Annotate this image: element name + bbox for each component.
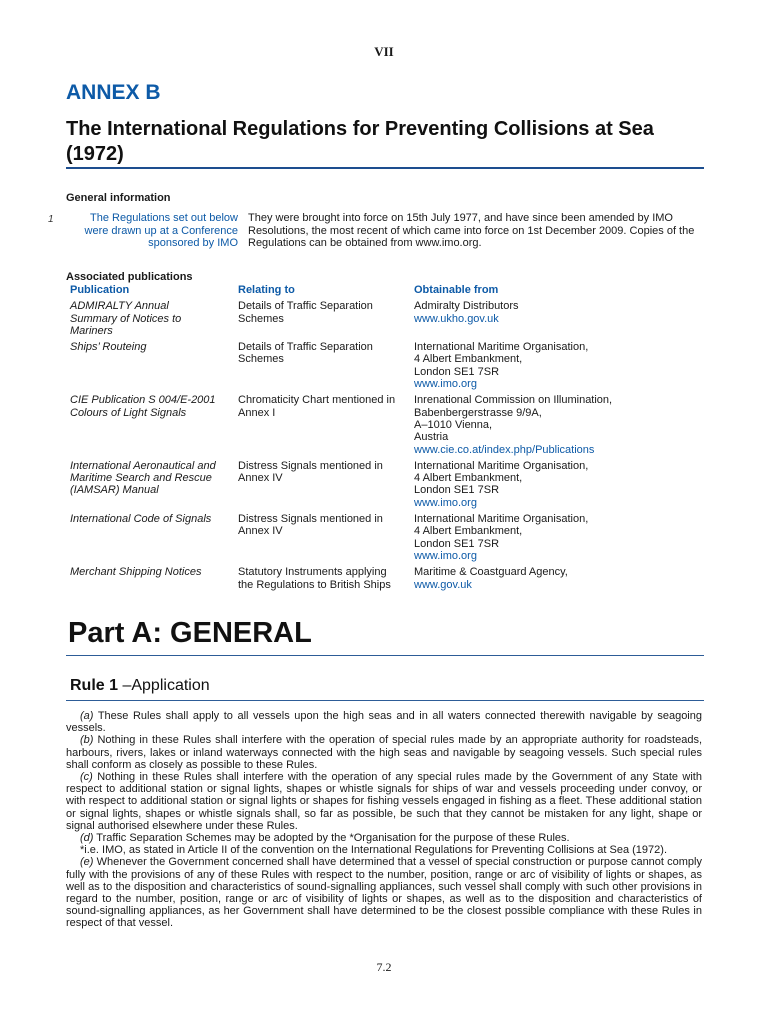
table-row xyxy=(70,341,710,390)
publications-table-body xyxy=(70,300,710,591)
column-header-obtainable-from: Obtainable from xyxy=(414,284,499,296)
rule-heading xyxy=(70,677,210,695)
cell-line: International Maritime Organisation, xyxy=(414,341,589,354)
relating-to-cell xyxy=(238,513,414,562)
publication-link[interactable]: www.gov.uk xyxy=(414,578,472,591)
obtainable-from-cell xyxy=(414,300,710,337)
associated-publications-heading: Associated publications xyxy=(66,271,193,283)
publication-cell xyxy=(70,566,238,591)
part-title: Part A: GENERAL xyxy=(68,617,312,649)
paragraph-mark: (a) xyxy=(80,710,94,722)
publication-link[interactable]: www.imo.org xyxy=(414,496,477,509)
paragraph-mark: (c) xyxy=(80,771,93,784)
rule-title: –Application xyxy=(118,677,210,694)
publication-link[interactable]: www.imo.org xyxy=(414,378,477,391)
rule-paragraph xyxy=(66,771,702,832)
cell-line: International Maritime Organisation, xyxy=(414,513,589,526)
cell-line: (IAMSAR) Manual xyxy=(70,484,159,497)
table-row xyxy=(70,300,710,337)
cell-line: Distress Signals mentioned in xyxy=(238,513,383,526)
cell-line: CIE Publication S 004/E-2001 xyxy=(70,394,216,407)
paragraph-text: *i.e. IMO, as stated in Article II of the convention on the International Regulations for Preventing Collisions at Sea (1972). xyxy=(80,844,667,857)
cell-line: 4 Albert Embankment, xyxy=(414,525,523,538)
cell-line: Babenbergerstrasse 9/9A, xyxy=(414,406,542,419)
publications-table-header xyxy=(70,284,710,296)
cell-line: Inrenational Commission on Illumination, xyxy=(414,394,613,407)
annex-label: ANNEX B xyxy=(66,81,161,104)
general-info-heading: General information xyxy=(66,192,171,204)
cell-line: Merchant Shipping Notices xyxy=(70,566,202,579)
cell-line: Schemes xyxy=(238,353,284,366)
rule-paragraph xyxy=(66,832,702,844)
rule-paragraph xyxy=(66,734,702,771)
rule-body xyxy=(66,710,702,930)
publication-cell xyxy=(70,341,238,390)
cell-line: Distress Signals mentioned in xyxy=(238,459,383,472)
rule-divider xyxy=(66,700,704,701)
page-number: 7.2 xyxy=(376,960,392,974)
publication-link[interactable]: www.ukho.gov.uk xyxy=(414,312,499,325)
cell-line: Annex I xyxy=(238,406,276,419)
rule-number: Rule 1 xyxy=(70,677,119,694)
table-row xyxy=(70,513,710,562)
cell-line: London SE1 7SR xyxy=(414,537,500,550)
title-divider xyxy=(66,167,704,169)
cell-line: 4 Albert Embankment, xyxy=(414,472,523,485)
document-title: The International Regulations for Preventing Collisions at Sea (1972) xyxy=(66,118,654,165)
paragraph-mark: (e) xyxy=(80,856,94,869)
cell-line: London SE1 7SR xyxy=(414,484,500,497)
cell-line: Annex IV xyxy=(238,525,283,538)
table-row xyxy=(70,566,710,591)
cell-line: Maritime Search and Rescue xyxy=(70,472,212,485)
table-row xyxy=(70,460,710,509)
cell-line: Schemes xyxy=(238,312,284,325)
cell-line: A–1010 Vienna, xyxy=(414,418,493,431)
relating-to-cell xyxy=(238,341,414,390)
cell-line: Annex IV xyxy=(238,472,283,485)
publication-cell xyxy=(70,513,238,562)
paragraph-mark: (b) xyxy=(80,734,94,747)
margin-note: The Regulations set out below were drawn up at a Conference sponsored by IMO xyxy=(84,212,238,249)
obtainable-from-cell xyxy=(414,566,710,591)
cell-line: International Maritime Organisation, xyxy=(414,459,589,472)
cell-line: Statutory Instruments applying xyxy=(238,566,387,579)
relating-to-cell xyxy=(238,566,414,591)
rule-paragraph xyxy=(66,710,702,734)
obtainable-from-cell xyxy=(414,513,710,562)
publication-cell xyxy=(70,300,238,337)
cell-line: Maritime & Coastguard Agency, xyxy=(414,566,568,579)
publication-cell xyxy=(70,460,238,509)
paragraph-text: Nothing in these Rules shall interfere with the operation of special rules made by an appropriate authority for roadsteads, harbours, rivers, lakes or inland waterways connected with the high seas and navigable by seagoing vessels. Such special rules shall conform as closely as possible to these Rules. xyxy=(66,734,702,771)
cell-line: Chromaticity Chart mentioned in xyxy=(238,394,396,407)
cell-line: Ships’ Routeing xyxy=(70,341,147,354)
margin-number: 1 xyxy=(48,214,54,225)
cell-line: Details of Traffic Separation xyxy=(238,300,373,313)
relating-to-cell xyxy=(238,460,414,509)
part-divider xyxy=(66,655,704,656)
paragraph-text: These Rules shall apply to all vessels upon the high seas and in all waters connected therewith navigable by seagoing vessels. xyxy=(66,710,702,735)
cell-line: London SE1 7SR xyxy=(414,365,500,378)
relating-to-cell xyxy=(238,300,414,337)
publication-cell xyxy=(70,394,238,455)
cell-line: 4 Albert Embankment, xyxy=(414,353,523,366)
paragraph-text: Whenever the Government concerned shall have determined that a vessel of special construction or purpose cannot comply fully with the provisions of any of these Rules with respect to the number, position, range or arc of visibility of lights or shapes, as well as to the disposition and characteristics of sound-signalling appliances, such vessel shall comply with such other provisions in regard to the number, position, range or arc of visibility of lights or shapes, as well as to the disposition and characteristics of sound-signalling appliances, as her Government shall have determined to be the closest possible compliance with these Rules in respect of that vessel. xyxy=(66,856,702,930)
general-info-text: They were brought into force on 15th July 1977, and have since been amended by IMO Resolutions, the most recent of which came into force on 1st December 2009. Copies of the Regulations can be obtained from www.imo.org. xyxy=(248,212,695,249)
paragraph-mark: (d) xyxy=(80,832,94,845)
table-row xyxy=(70,394,710,455)
publications-table xyxy=(70,284,710,595)
rule-paragraph xyxy=(66,856,702,929)
cell-line: Admiralty Distributors xyxy=(414,300,519,313)
paragraph-text: Traffic Separation Schemes may be adopted by the *Organisation for the purpose of these Rules. xyxy=(93,832,570,845)
page-header: VII xyxy=(374,44,394,59)
column-header-publication: Publication xyxy=(70,284,130,296)
cell-line: International Code of Signals xyxy=(70,513,212,526)
cell-line: Details of Traffic Separation xyxy=(238,341,373,354)
publication-link[interactable]: www.cie.co.at/index.php/Publications xyxy=(414,443,595,456)
obtainable-from-cell xyxy=(414,460,710,509)
column-header-relating-to: Relating to xyxy=(238,284,295,296)
rule-paragraph xyxy=(66,844,702,856)
cell-line: Austria xyxy=(414,431,449,444)
cell-line: Summary of Notices to xyxy=(70,312,182,325)
cell-line: Colours of Light Signals xyxy=(70,406,187,419)
obtainable-from-cell xyxy=(414,394,710,455)
cell-line: ADMIRALTY Annual xyxy=(70,300,169,313)
relating-to-cell xyxy=(238,394,414,455)
publication-link[interactable]: www.imo.org xyxy=(414,549,477,562)
paragraph-text: Nothing in these Rules shall interfere with the operation of any special rules made by the Government of any State with respect to additional station or signal lights, shapes or whistle signals for ships of war and vessels proceeding under convoy, or with respect to additional station or signal lights or shapes for fishing vessels engaged in fishing as a fleet. These additional station or signal lights, shapes or whistle signals shall, so far as possible, be such that they cannot be mistaken for any light, shape or signal authorised elsewhere under these Rules. xyxy=(66,771,702,832)
cell-line: International Aeronautical and xyxy=(70,459,216,472)
cell-line: the Regulations to British Ships xyxy=(238,578,391,591)
obtainable-from-cell xyxy=(414,341,710,390)
cell-line: Mariners xyxy=(70,324,113,337)
